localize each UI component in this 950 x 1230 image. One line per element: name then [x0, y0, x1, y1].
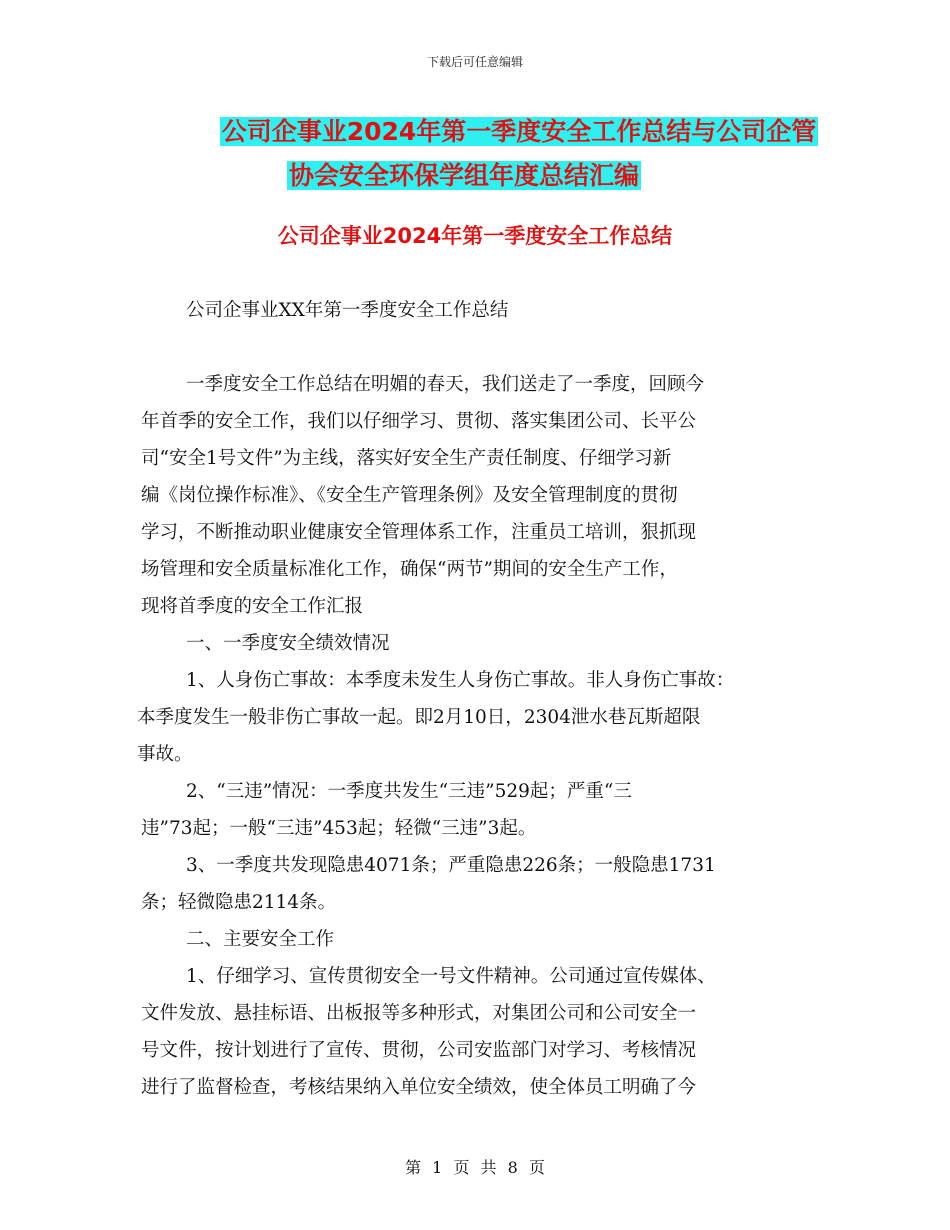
- text-line: 事故。: [137, 744, 193, 765]
- text-line: 1、人身伤亡事故：本季度未发生人身伤亡事故。非人身伤亡事故：: [186, 670, 735, 691]
- text-line: 公司企事业XX年第一季度安全工作总结: [186, 300, 509, 321]
- text-line: 现将首季度的安全工作汇报: [141, 596, 364, 617]
- text-line: 学习，不断推动职业健康安全管理体系工作，注重员工培训，狠抓现: [141, 522, 697, 543]
- document-title-line-2: 协会安全环保学组年度总结汇编: [288, 161, 639, 190]
- document-body: [137, 292, 811, 1106]
- text-line: 一、一季度安全绩效情况: [186, 633, 390, 654]
- text-line: 场管理和安全质量标准化工作，确保“两节”期间的安全生产工作，: [141, 559, 678, 580]
- text-line: 2、“三违”情况：一季度共发生“三违”529起；严重“三: [186, 781, 632, 802]
- text-line: 编《岗位操作标准》、《安全生产管理条例》及安全管理制度的贯彻: [141, 485, 678, 506]
- text-line: 文件发放、悬挂标语、出板报等多种形式，对集团公司和公司安全一: [141, 1003, 697, 1024]
- text-line: 条；轻微隐患2114条。: [141, 892, 337, 913]
- section-title: 公司企事业2024年第一季度安全工作总结: [277, 224, 673, 248]
- text-line: 年首季的安全工作，我们以仔细学习、贯彻、落实集团公司、长平公: [141, 411, 697, 432]
- text-line: 号文件，按计划进行了宣传、贯彻，公司安监部门对学习、考核情况: [141, 1040, 697, 1061]
- page-footer: 第 1 页 共 8 页: [405, 1158, 545, 1177]
- header-note: 下载后可任意编辑: [426, 55, 523, 69]
- text-line: 1、仔细学习、宣传贯彻安全一号文件精神。公司通过宣传媒体、: [186, 966, 716, 987]
- document-title-line-1: 公司企事业2024年第一季度安全工作总结与公司企管: [221, 117, 817, 146]
- text-line: 二、主要安全工作: [186, 929, 335, 950]
- text-line: 3、一季度共发现隐患4071条；严重隐患226条；一般隐患1731: [186, 855, 716, 876]
- text-line: 司“安全1号文件”为主线，落实好安全生产责任制度、仔细学习新: [141, 448, 672, 469]
- blank-line: [141, 329, 811, 366]
- text-line: 本季度发生一般非伤亡事故一起。即2月10日，2304泄水巷瓦斯超限: [137, 707, 701, 728]
- text-line: 进行了监督检查，考核结果纳入单位安全绩效，使全体员工明确了今: [141, 1077, 697, 1098]
- text-line: 一季度安全工作总结在明媚的春天，我们送走了一季度，回顾今: [186, 374, 705, 395]
- text-line: 违”73起；一般“三违”453起；轻微“三违”3起。: [141, 818, 537, 839]
